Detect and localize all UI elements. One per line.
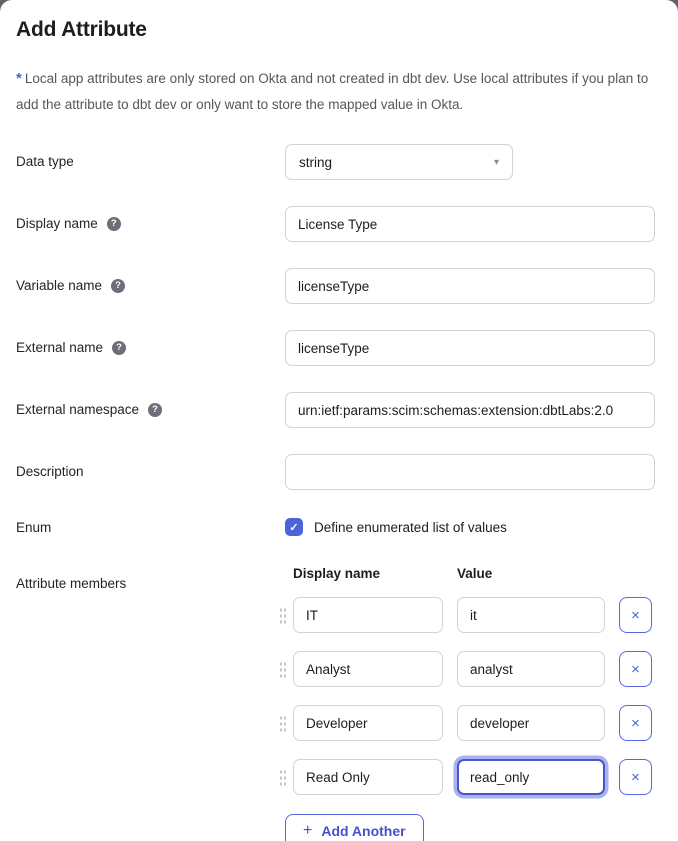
- description-input[interactable]: [285, 454, 655, 490]
- member-value-input[interactable]: [457, 651, 605, 687]
- display-name-column-header: Display name: [293, 566, 381, 581]
- member-display-name-input[interactable]: [293, 651, 443, 687]
- close-icon: ×: [631, 660, 640, 678]
- external-name-label: External name ?: [16, 330, 285, 355]
- member-display-name-input[interactable]: [293, 705, 443, 741]
- enum-checkbox[interactable]: [285, 518, 303, 536]
- add-another-button[interactable]: [285, 814, 424, 841]
- check-icon: ✓: [289, 521, 299, 534]
- display-name-input[interactable]: [285, 206, 655, 242]
- description-label: Description: [16, 464, 84, 479]
- display-name-label: Display name ?: [16, 206, 285, 231]
- external-namespace-label: External namespace ?: [16, 392, 285, 417]
- enum-row: [16, 518, 662, 536]
- variable-name-row: [16, 268, 662, 304]
- chevron-down-icon: ▾: [493, 156, 499, 168]
- close-icon: ×: [631, 714, 640, 732]
- attribute-members-row: [16, 566, 662, 841]
- data-type-row: [16, 144, 662, 180]
- member-row: [279, 649, 662, 689]
- data-type-selected-value: string: [299, 154, 333, 170]
- data-type-label: Data type: [16, 154, 74, 169]
- variable-name-label: Variable name ?: [16, 268, 285, 293]
- remove-member-button[interactable]: [619, 705, 652, 741]
- member-display-name-input[interactable]: [293, 597, 443, 633]
- member-row: [279, 757, 662, 797]
- value-column-header: Value: [457, 566, 493, 581]
- enum-checkbox-wrap: [285, 518, 507, 536]
- member-column-headers: [293, 566, 662, 581]
- remove-member-button[interactable]: [619, 651, 652, 687]
- external-namespace-input[interactable]: [285, 392, 655, 428]
- enum-checkbox-label: Define enumerated list of values: [314, 519, 507, 535]
- remove-member-button[interactable]: [619, 759, 652, 795]
- variable-name-input[interactable]: [285, 268, 655, 304]
- member-value-input[interactable]: [457, 597, 605, 633]
- close-icon: ×: [631, 606, 640, 624]
- external-namespace-row: [16, 392, 662, 428]
- description-row: [16, 454, 662, 490]
- display-name-row: [16, 206, 662, 242]
- member-row: [279, 703, 662, 743]
- member-row: [279, 595, 662, 635]
- external-name-input[interactable]: [285, 330, 655, 366]
- remove-member-button[interactable]: [619, 597, 652, 633]
- drag-handle-icon[interactable]: [279, 768, 287, 786]
- help-icon[interactable]: ?: [107, 217, 121, 231]
- external-name-row: [16, 330, 662, 366]
- asterisk-icon: *: [16, 70, 22, 87]
- add-another-label: Add Another: [321, 823, 406, 839]
- drag-handle-icon[interactable]: [279, 714, 287, 732]
- enum-label: Enum: [16, 519, 52, 535]
- attribute-members-label: Attribute members: [16, 576, 127, 591]
- drag-handle-icon[interactable]: [279, 660, 287, 678]
- help-icon[interactable]: ?: [111, 279, 125, 293]
- close-icon: ×: [631, 768, 640, 786]
- help-icon[interactable]: ?: [148, 403, 162, 417]
- member-value-input[interactable]: [457, 705, 605, 741]
- data-type-select[interactable]: [285, 144, 513, 180]
- page-title: Add Attribute: [16, 18, 147, 41]
- member-value-input-focused[interactable]: [457, 759, 605, 795]
- member-display-name-input[interactable]: [293, 759, 443, 795]
- drag-handle-icon[interactable]: [279, 606, 287, 624]
- attribute-members-list: [285, 566, 662, 841]
- note-text: Local app attributes are only stored on Okta and not created in dbt dev. Use local attributes if you plan to add the attribute to dbt dev or only want to store the mapped value in Okta.: [16, 71, 649, 112]
- help-icon[interactable]: ?: [112, 341, 126, 355]
- local-attribute-note: [16, 66, 660, 118]
- plus-icon: +: [303, 822, 313, 839]
